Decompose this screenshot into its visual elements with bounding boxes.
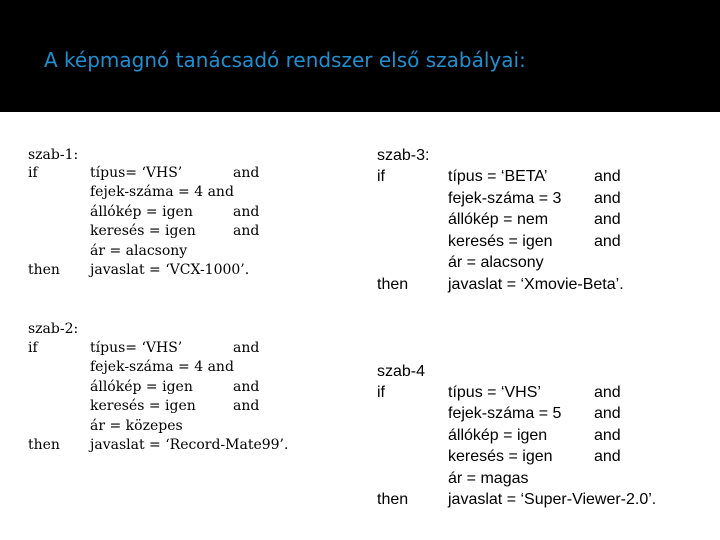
rule-3-condition: keresés = igen <box>448 233 553 250</box>
rule-4-condition: ár = magas <box>448 470 529 487</box>
rule-4-name: szab-4 <box>377 363 426 380</box>
rule-4-condition: keresés = igen <box>448 448 553 465</box>
rule-1-name: szab-1: <box>28 147 79 163</box>
rule-2-and: and <box>233 379 260 395</box>
rule-2-condition: ár = közepes <box>90 418 183 434</box>
rule-3-name: szab-3: <box>377 147 430 164</box>
rule-3-and: and <box>594 190 621 207</box>
rule-1-then: then <box>28 262 60 278</box>
rule-1-condition: állókép = igen <box>90 204 193 220</box>
rule-3-then: then <box>377 276 409 293</box>
rule-3-recommendation: javaslat = ‘Xmovie-Beta’. <box>448 276 624 293</box>
rule-2-recommendation: javaslat = ‘Record-Mate99’. <box>90 437 289 453</box>
rule-2-and: and <box>233 398 260 414</box>
rule-2-condition: típus= ‘VHS’ <box>90 340 183 356</box>
rule-4-if: if <box>377 384 385 401</box>
rule-4-recommendation: javaslat = ‘Super-Viewer-2.0’. <box>448 491 657 508</box>
slide-title: A képmagnó tanácsadó rendszer első szabályai: <box>44 48 526 72</box>
rule-3-condition: fejek-száma = 3 <box>448 190 562 207</box>
rule-4-and: and <box>594 384 621 401</box>
rule-2-then: then <box>28 437 60 453</box>
rule-1-condition: keresés = igen <box>90 223 196 239</box>
rule-3-and: and <box>594 211 621 228</box>
rule-1-condition: ár = alacsony <box>90 243 188 259</box>
rule-2-name: szab-2: <box>28 321 79 337</box>
rule-4-and: and <box>594 427 621 444</box>
rule-1-and: and <box>233 204 260 220</box>
rule-2-condition: keresés = igen <box>90 398 196 414</box>
rule-4-and: and <box>594 405 621 422</box>
rule-1-condition: fejek-száma = 4 and <box>90 184 234 200</box>
rule-4-then: then <box>377 491 409 508</box>
rule-1-if: if <box>28 165 38 181</box>
rule-1-recommendation: javaslat = ‘VCX-1000’. <box>90 262 250 278</box>
rule-3-condition: ár = alacsony <box>448 254 544 271</box>
rule-3-condition: típus = ‘BETA’ <box>448 168 548 185</box>
rule-4-condition: állókép = igen <box>448 427 548 444</box>
rule-2-condition: fejek-száma = 4 and <box>90 359 234 375</box>
rule-2-condition: állókép = igen <box>90 379 193 395</box>
rule-4-and: and <box>594 448 621 465</box>
rule-3-if: if <box>377 168 385 185</box>
rule-2-if: if <box>28 340 38 356</box>
rule-3-condition: állókép = nem <box>448 211 549 228</box>
rule-4-condition: fejek-száma = 5 <box>448 405 562 422</box>
rule-2-and: and <box>233 340 260 356</box>
rule-1-and: and <box>233 165 260 181</box>
rule-3-and: and <box>594 168 621 185</box>
rule-1-condition: típus= ‘VHS’ <box>90 165 183 181</box>
rule-3-and: and <box>594 233 621 250</box>
rule-1-and: and <box>233 223 260 239</box>
rule-4-condition: típus = ‘VHS’ <box>448 384 541 401</box>
